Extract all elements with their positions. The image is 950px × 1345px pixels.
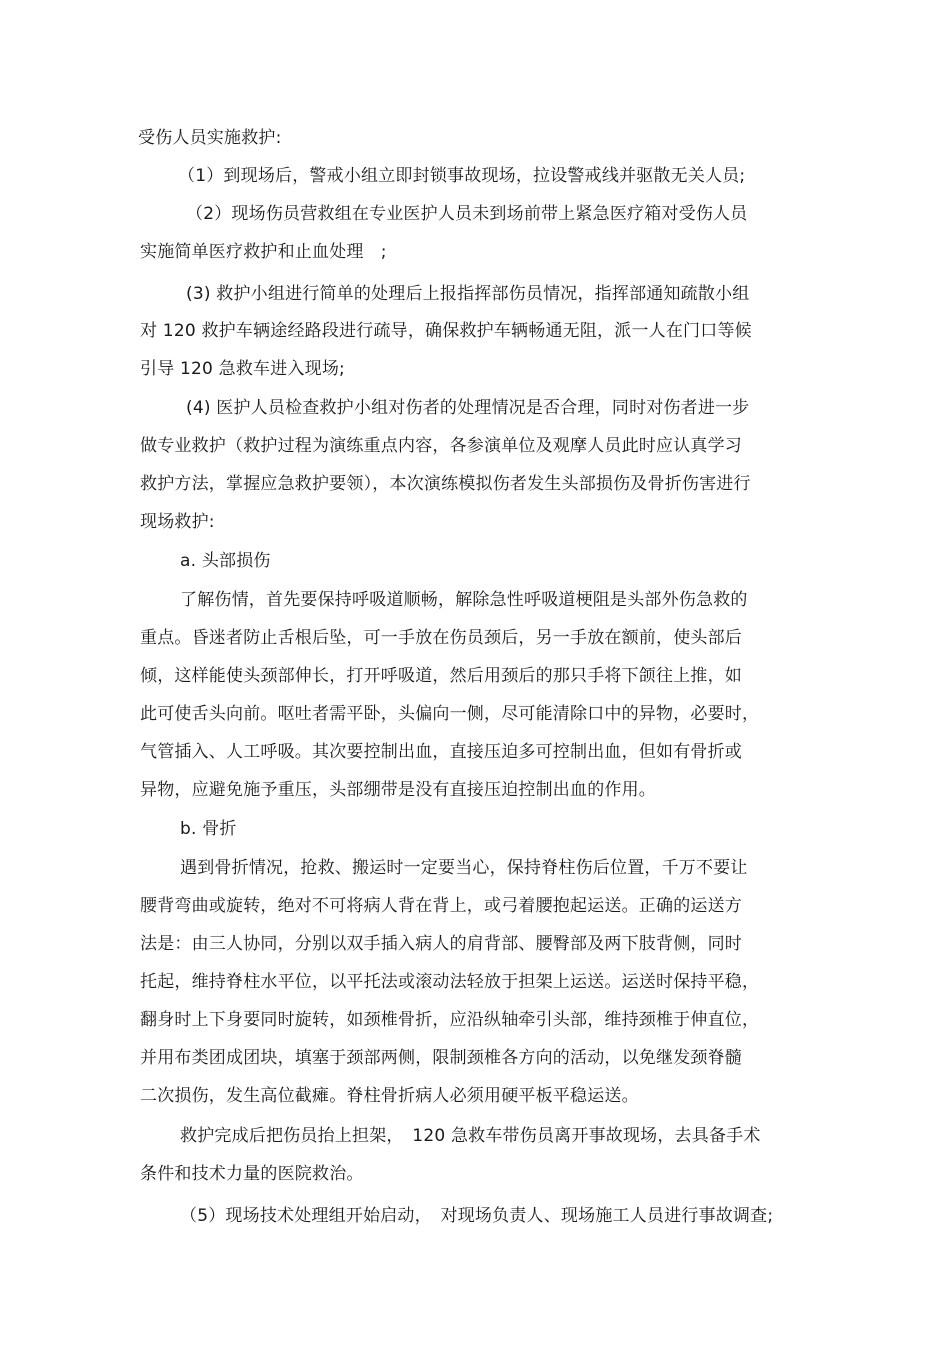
section-heading: a. 头部损伤	[180, 551, 271, 571]
text-line: （2）现场伤员营救组在专业医护人员未到场前带上紧急医疗箱对受伤人员	[186, 204, 748, 224]
text-line: 腰背弯曲或旋转，绝对不可将病人背在背上，或弓着腰抱起运送。正确的运送方	[140, 896, 742, 916]
text-line: 重点。昏迷者防止舌根后坠，可一手放在伤员颈后，另一手放在额前，使头部后	[140, 628, 742, 648]
text-line: （5）现场技术处理组开始启动， 对现场负责人、现场施工人员进行事故调查;	[180, 1206, 774, 1226]
text-line: 了解伤情，首先要保持呼吸道顺畅，解除急性呼吸道梗阻是头部外伤急救的	[180, 590, 748, 610]
text-line: 遇到骨折情况，抢救、搬运时一定要当心，保持脊柱伤后位置，千万不要让	[180, 858, 748, 878]
text-line: 引导 120 急救车进入现场;	[140, 359, 345, 379]
text-line: 救护完成后把伤员抬上担架， 120 急救车带伤员离开事故现场，去具备手术	[180, 1126, 761, 1146]
text-line: 倾，这样能使头颈部伸长，打开呼吸道，然后用颈后的那只手将下颌往上推，如	[140, 666, 742, 686]
text-line: 受伤人员实施救护:	[138, 128, 282, 148]
text-line: 异物，应避免施予重压，头部绷带是没有直接压迫控制出血的作用。	[140, 780, 656, 800]
text-line: 做专业救护（救护过程为演练重点内容，各参演单位及观摩人员此时应认真学习	[140, 436, 742, 456]
text-line: 条件和技术力量的医院救治。	[140, 1164, 364, 1184]
text-line: 并用布类团成团块，填塞于颈部两侧，限制颈椎各方向的活动，以免继发颈脊髓	[140, 1048, 742, 1068]
text-line: (3) 救护小组进行简单的处理后上报指挥部伤员情况，指挥部通知疏散小组	[186, 284, 750, 304]
text-line: 此可使舌头向前。呕吐者需平卧，头偏向一侧，尽可能清除口中的异物，必要时，	[140, 704, 760, 724]
text-line: 托起，维持脊柱水平位，以平托法或滚动法轻放于担架上运送。运送时保持平稳，	[140, 972, 760, 992]
text-line: 救护方法，掌握应急救护要领），本次演练模拟伤者发生头部损伤及骨折伤害进行	[140, 474, 751, 494]
text-line: 二次损伤，发生高位截瘫。脊柱骨折病人必须用硬平板平稳运送。	[140, 1086, 639, 1106]
text-line: (4) 医护人员检查救护小组对伤者的处理情况是否合理，同时对伤者进一步	[186, 398, 750, 418]
section-heading: b. 骨折	[180, 819, 237, 839]
text-line: 对 120 救护车辆途经路段进行疏导，确保救护车辆畅通无阻，派一人在门口等候	[140, 321, 752, 341]
text-line: 翻身时上下身要同时旋转，如颈椎骨折，应沿纵轴牵引头部，维持颈椎于伸直位，	[140, 1010, 760, 1030]
text-line: 实施简单医疗救护和止血处理 ;	[140, 242, 387, 262]
text-line: 气管插入、人工呼吸。其次要控制出血，直接压迫多可控制出血，但如有骨折或	[140, 742, 742, 762]
text-line: 法是：由三人协同，分别以双手插入病人的肩背部、腰臀部及两下肢背侧，同时	[140, 934, 742, 954]
text-line: （1）到现场后，警戒小组立即封锁事故现场，拉设警戒线并驱散无关人员;	[178, 166, 746, 186]
text-line: 现场救护:	[140, 512, 215, 532]
